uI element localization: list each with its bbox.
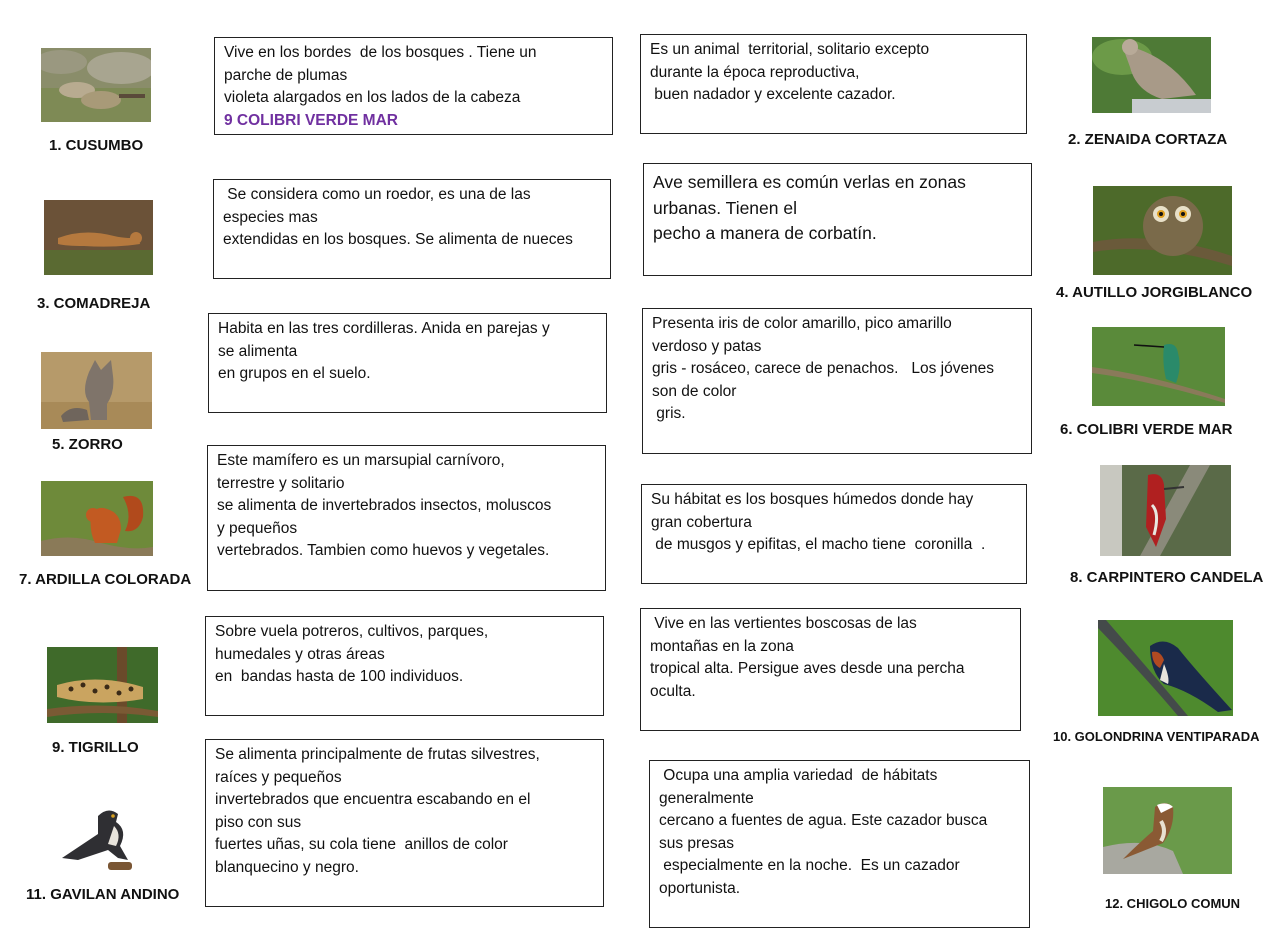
- description-line: pecho a manera de corbatín.: [653, 223, 877, 243]
- description-line: especialmente en la noche. Es un cazador: [659, 857, 960, 874]
- description-box: [205, 739, 604, 907]
- description-line: durante la época reproductiva,: [650, 63, 860, 81]
- animal-label: 11. GAVILAN ANDINO: [26, 886, 180, 903]
- description-line: raíces y pequeños: [215, 768, 342, 786]
- animal-label: 3. COMADREJA: [37, 295, 151, 312]
- description-box: [213, 179, 611, 279]
- description-line: cercano a fuentes de agua. Este cazador busca: [659, 812, 988, 829]
- description-line: y pequeños: [217, 519, 298, 537]
- description-line: Presenta iris de color amarillo, pico amarillo: [652, 315, 952, 332]
- description-line: buen nadador y excelente cazador.: [650, 86, 896, 103]
- description-line: Su hábitat es los bosques húmedos donde hay: [651, 491, 974, 508]
- animal-label: 5. ZORRO: [52, 436, 123, 453]
- ocelot-photo: [47, 647, 158, 723]
- description-line: Sobre vuela potreros, cultivos, parques,: [215, 623, 489, 640]
- description-line: invertebrados que encuentra escabando en el: [215, 791, 531, 808]
- description-line: especies mas: [223, 208, 318, 226]
- description-line: violeta alargados en los lados de la cabeza: [224, 89, 521, 106]
- description-line: gris - rosáceo, carece de penachos. Los jóvenes: [652, 360, 995, 377]
- animal-label: 10. GOLONDRINA VENTIPARADA: [1053, 729, 1260, 744]
- hawk-photo: [58, 800, 142, 878]
- description-line: terrestre y solitario: [217, 474, 345, 492]
- description-box: [208, 313, 607, 413]
- description-line: de musgos y epifitas, el macho tiene coronilla .: [651, 536, 986, 553]
- description-box: [643, 163, 1032, 276]
- description-line: montañas en la zona: [650, 637, 794, 655]
- squirrel-photo: [41, 481, 153, 556]
- description-line: tropical alta. Persigue aves desde una percha: [650, 660, 965, 677]
- description-line: se alimenta de invertebrados insectos, moluscos: [217, 497, 552, 514]
- description-line: blanquecino y negro.: [215, 858, 359, 876]
- animal-label: 2. ZENAIDA CORTAZA: [1068, 131, 1228, 148]
- description-box: [214, 37, 613, 135]
- animal-label: 1. CUSUMBO: [49, 137, 144, 154]
- answer-text: 9 COLIBRI VERDE MAR: [224, 111, 398, 129]
- coati-photo: [41, 48, 151, 122]
- description-box: [205, 616, 604, 716]
- description-box: [207, 445, 606, 591]
- description-box: [642, 308, 1032, 454]
- description-line: Ave semillera es común verlas en zonas: [653, 172, 966, 192]
- description-line: oportunista.: [659, 879, 740, 897]
- description-line: Vive en las vertientes boscosas de las: [650, 615, 917, 632]
- description-line: en grupos en el suelo.: [218, 365, 371, 382]
- description-line: son de color: [652, 382, 737, 400]
- description-line: piso con sus: [215, 813, 302, 831]
- description-line: humedales y otras áreas: [215, 645, 385, 663]
- animal-label: 6. COLIBRI VERDE MAR: [1060, 421, 1233, 438]
- description-box: [649, 760, 1030, 928]
- woodpecker-photo: [1100, 465, 1231, 556]
- description-line: extendidas en los bosques. Se alimenta de nueces: [223, 231, 573, 248]
- description-line: Se alimenta principalmente de frutas silvestres,: [215, 746, 540, 763]
- description-line: oculta.: [650, 682, 696, 700]
- animal-label: 9. TIGRILLO: [52, 739, 139, 756]
- description-box: [641, 484, 1027, 584]
- description-line: Vive en los bordes de los bosques . Tiene un: [224, 44, 537, 61]
- animal-label: 12. CHIGOLO COMUN: [1105, 896, 1241, 911]
- description-box: [640, 34, 1027, 134]
- animal-label: 7. ARDILLA COLORADA: [19, 571, 192, 588]
- swallow-photo: [1098, 620, 1233, 716]
- description-line: parche de plumas: [224, 66, 348, 84]
- description-line: gris.: [652, 405, 686, 422]
- description-line: urbanas. Tienen el: [653, 197, 797, 218]
- dove-photo: [1092, 37, 1211, 113]
- description-line: sus presas: [659, 834, 734, 852]
- weasel-photo: [44, 200, 153, 275]
- description-line: generalmente: [659, 789, 754, 807]
- description-line: Se considera como un roedor, es una de las: [223, 186, 531, 203]
- description-line: en bandas hasta de 100 individuos.: [215, 668, 464, 685]
- description-line: fuertes uñas, su cola tiene anillos de color: [215, 836, 508, 853]
- description-line: se alimenta: [218, 342, 298, 360]
- hummingbird-photo: [1092, 327, 1225, 406]
- description-line: gran cobertura: [651, 513, 752, 531]
- fox-photo: [41, 352, 152, 429]
- description-line: Ocupa una amplia variedad de hábitats: [659, 767, 938, 784]
- description-line: Este mamífero es un marsupial carnívoro,: [217, 452, 505, 469]
- description-line: verdoso y patas: [652, 337, 762, 355]
- sparrow-photo: [1103, 787, 1232, 874]
- description-box: [640, 608, 1021, 731]
- owl-photo: [1093, 186, 1232, 275]
- description-line: vertebrados. Tambien como huevos y vegetales.: [217, 542, 550, 559]
- animal-label: 8. CARPINTERO CANDELA: [1070, 569, 1264, 586]
- description-line: Habita en las tres cordilleras. Anida en parejas y: [218, 320, 550, 337]
- description-line: Es un animal territorial, solitario excepto: [650, 41, 930, 58]
- animal-label: 4. AUTILLO JORGIBLANCO: [1056, 284, 1253, 301]
